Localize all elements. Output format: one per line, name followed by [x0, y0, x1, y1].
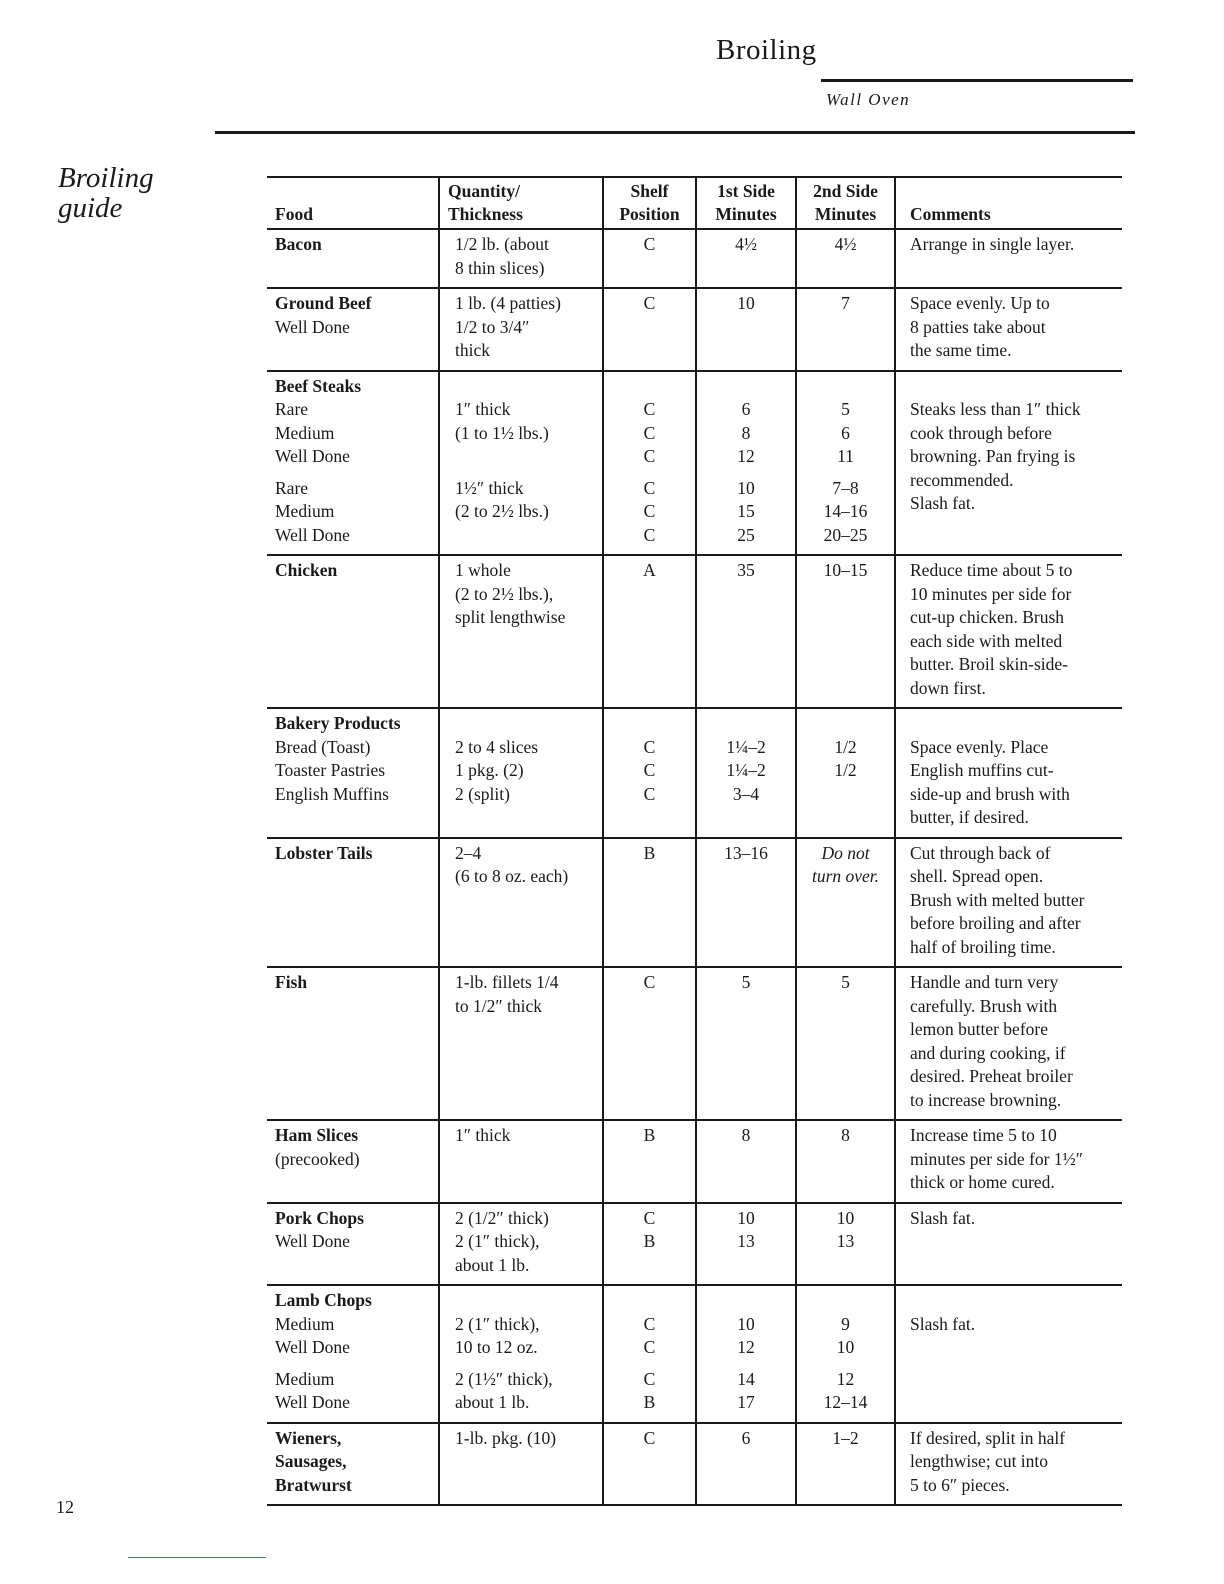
cell-quantity-line [455, 375, 600, 399]
cell-comments-line: cut-up chicken. Brush [910, 607, 1065, 627]
header-first-side-line-2: Minutes [715, 204, 777, 224]
cell-first-side-minutes-line: 12 [737, 1337, 755, 1357]
table-row [267, 708, 1122, 838]
cell-shelf-position-line: C [643, 477, 656, 498]
cell-food [267, 967, 439, 1120]
cell-shelf-position-line: B [643, 1125, 656, 1145]
row-spacer [699, 469, 793, 477]
header-shelf-line-2: Position [619, 204, 680, 224]
cell-comments-line: down first. [910, 677, 986, 698]
cell-shelf-position-line: C [643, 1427, 656, 1448]
cell-quantity [439, 838, 603, 968]
cell-first-side-minutes-line: 17 [737, 1392, 755, 1412]
cell-shelf-position-line: C [643, 1368, 656, 1389]
cell-first-side-minutes [696, 967, 796, 1120]
cell-shelf-position-line: B [643, 842, 656, 863]
cell-second-side-minutes-line: 5 [841, 399, 850, 419]
cell-comments [895, 288, 1122, 371]
cell-first-side-minutes [696, 555, 796, 708]
header-first-side-line-1: 1st Side [717, 181, 775, 201]
cell-shelf-position-line: C [643, 1337, 656, 1357]
cell-shelf-position-line: C [643, 972, 656, 992]
cell-quantity-line: 2 to 4 slices [455, 736, 539, 757]
cell-quantity-line [455, 524, 600, 548]
row-spacer [275, 469, 434, 477]
header-rule-short [821, 79, 1133, 82]
cell-food [267, 708, 439, 838]
page-subtitle: Wall Oven [826, 90, 911, 109]
cell-quantity-line: about 1 lb. [455, 1392, 530, 1412]
cell-shelf-position [603, 1120, 696, 1203]
cell-second-side-minutes-line: 5 [841, 972, 850, 992]
cell-quantity-line: 2 (1″ thick), [455, 1231, 540, 1251]
cell-first-side-minutes-line: 6 [741, 1427, 751, 1448]
cell-second-side-minutes-line: 1/2 [834, 736, 857, 757]
cell-second-side-minutes-line: 9 [841, 1313, 850, 1334]
cell-comments-line: shell. Spread open. [910, 866, 1044, 886]
food-doneness: (precooked) [275, 1148, 360, 1169]
row-spacer [455, 1360, 600, 1368]
cell-comments-line: minutes per side for 1½″ [910, 1148, 1084, 1169]
cell-shelf-position [603, 229, 696, 288]
cell-first-side-minutes-line: 35 [737, 560, 755, 580]
table-row [267, 838, 1122, 968]
cell-second-side-minutes-line: 11 [837, 446, 854, 466]
cell-second-side-minutes-line: 1/2 [834, 760, 857, 780]
cell-first-side-minutes [696, 838, 796, 968]
table-body [267, 229, 1122, 1505]
cell-shelf-position [603, 371, 696, 556]
food-doneness: Toaster Pastries [275, 760, 386, 780]
food-name: Bakery Products [275, 713, 401, 733]
food-doneness: Well Done [275, 1337, 350, 1357]
cell-comments-line [910, 375, 1120, 399]
food-doneness: Well Done [275, 316, 350, 337]
cell-shelf-position-line: C [643, 399, 656, 419]
food-doneness: Rare [275, 399, 309, 419]
cell-second-side-minutes-line: 14–16 [823, 501, 868, 521]
cell-comments-line: to increase browning. [910, 1089, 1062, 1110]
cell-comments-line: Steaks less than 1″ thick [910, 399, 1081, 419]
food-name: Beef Steaks [275, 375, 362, 396]
cell-quantity-line [455, 445, 600, 469]
cell-second-side-minutes-line: 12–14 [823, 1392, 868, 1412]
cell-second-side-minutes [796, 1203, 895, 1286]
table-row [267, 1423, 1122, 1506]
row-spacer [699, 1360, 793, 1368]
cell-food [267, 1203, 439, 1286]
cell-shelf-position-line: C [643, 501, 656, 521]
page-number: 12 [56, 1497, 74, 1517]
cell-quantity-line: 1 whole [455, 560, 511, 580]
cell-comments-line: and during cooking, if [910, 1042, 1066, 1063]
row-spacer [606, 1360, 693, 1368]
cell-first-side-minutes-line: 13–16 [724, 842, 768, 863]
cell-second-side-minutes-line: 10 [836, 1207, 855, 1228]
cell-quantity-line: 2 (split) [455, 783, 510, 804]
cell-comments [895, 1203, 1122, 1286]
cell-comments-line: the same time. [910, 340, 1012, 360]
food-doneness: Medium [275, 1368, 335, 1389]
cell-comments [895, 229, 1122, 288]
cell-first-side-minutes-line: 10 [737, 1207, 755, 1228]
cell-shelf-position-line: C [643, 524, 656, 545]
cell-first-side-minutes [696, 371, 796, 556]
cell-second-side-minutes-line: 7 [841, 293, 850, 313]
cell-comments-line: English muffins cut- [910, 760, 1054, 780]
table-row [267, 555, 1122, 708]
row-spacer [455, 469, 600, 477]
cell-first-side-minutes-line: 8 [741, 422, 751, 443]
cell-first-side-minutes [696, 229, 796, 288]
cell-second-side-minutes [796, 229, 895, 288]
cell-shelf-position [603, 555, 696, 708]
cell-shelf-position-line: B [643, 1231, 656, 1251]
cell-quantity-line: 2 (1½″ thick), [455, 1368, 553, 1389]
cell-comments-line: half of broiling time. [910, 936, 1056, 957]
cell-comments-line: Reduce time about 5 to [910, 560, 1073, 580]
cell-second-side-minutes-line: 13 [836, 1231, 855, 1251]
cell-shelf-position-line: C [643, 1207, 656, 1228]
cell-first-side-minutes-line: 10 [737, 1313, 755, 1334]
cell-shelf-position-line: C [643, 736, 656, 757]
cell-quantity-line: (6 to 8 oz. each) [455, 866, 569, 886]
cell-second-side-minutes-line: 6 [841, 422, 850, 443]
cell-first-side-minutes-line: 4½ [735, 234, 757, 254]
header-rule-long [215, 131, 1135, 134]
cell-comments-line: If desired, split in half [910, 1427, 1066, 1448]
food-name: Ham Slices [275, 1125, 359, 1145]
cell-first-side-minutes [696, 1120, 796, 1203]
cell-first-side-minutes [696, 708, 796, 838]
cell-shelf-position [603, 288, 696, 371]
cell-comments [895, 967, 1122, 1120]
cell-food [267, 288, 439, 371]
cell-comments-line: Space evenly. Place [910, 736, 1049, 757]
food-doneness: Well Done [275, 446, 350, 466]
cell-first-side-minutes-line: 1¼–2 [726, 760, 766, 780]
cell-comments-line: Slash fat. [910, 493, 976, 513]
cell-shelf-position-line [606, 375, 693, 399]
header-quantity [439, 177, 603, 229]
page-title: Broiling [716, 34, 817, 66]
cell-food [267, 1120, 439, 1203]
food-doneness: Medium [275, 501, 335, 521]
cell-comments [895, 1285, 1122, 1423]
cell-quantity-line: 1 lb. (4 patties) [455, 293, 561, 313]
cell-second-side-minutes-line: 8 [841, 1125, 850, 1145]
food-doneness: English Muffins [275, 783, 389, 804]
cell-shelf-position-line: A [643, 560, 656, 580]
header-second-side-line-2: Minutes [814, 204, 877, 224]
cell-quantity [439, 555, 603, 708]
cell-second-side-minutes [796, 1120, 895, 1203]
cell-shelf-position [603, 838, 696, 968]
cell-shelf-position-line: C [643, 293, 656, 313]
cell-comments-line: carefully. Brush with [910, 995, 1058, 1016]
cell-first-side-minutes-line [699, 1289, 793, 1313]
cell-quantity-line: 1 pkg. (2) [455, 760, 524, 780]
header-quantity-line-2: Thickness [448, 204, 523, 224]
cell-comments-line: Arrange in single layer. [910, 234, 1075, 254]
cell-second-side-minutes-line: 4½ [834, 234, 857, 254]
cell-food [267, 229, 439, 288]
cell-comments [895, 371, 1122, 556]
food-doneness: Rare [275, 477, 309, 498]
cell-quantity-line: 1/2 to 3/4″ [455, 316, 530, 337]
cell-shelf-position-line: C [643, 234, 656, 254]
cell-comments-line: 8 patties take about [910, 316, 1046, 337]
cell-second-side-minutes [796, 1423, 895, 1506]
cell-quantity-line: 1/2 lb. (about [455, 234, 549, 254]
cell-first-side-minutes [696, 1423, 796, 1506]
header-comments: Comments [895, 177, 1122, 229]
cell-quantity-line: 10 to 12 oz. [455, 1337, 538, 1357]
food-name: Chicken [275, 560, 338, 580]
cell-second-side-minutes [796, 555, 895, 708]
cell-first-side-minutes-line: 1¼–2 [726, 736, 766, 757]
cell-food [267, 1285, 439, 1423]
cell-second-side-minutes-line: 12 [836, 1368, 855, 1389]
header-quantity-line-1: Quantity/ [448, 181, 520, 201]
cell-shelf-position [603, 1203, 696, 1286]
cell-quantity-line: 1″ thick [455, 399, 511, 419]
table-row [267, 371, 1122, 556]
cell-quantity-line [455, 1289, 600, 1313]
cell-comments [895, 555, 1122, 708]
cell-second-side-minutes-line: 10–15 [823, 560, 868, 580]
cell-quantity-line: (2 to 2½ lbs.) [455, 501, 549, 521]
cell-comments-line: thick or home cured. [910, 1172, 1055, 1192]
cell-shelf-position-line: C [643, 446, 656, 466]
cell-comments-line: 5 to 6″ pieces. [910, 1474, 1010, 1495]
cell-comments [895, 708, 1122, 838]
cell-shelf-position [603, 1423, 696, 1506]
cell-quantity-line: split lengthwise [455, 607, 566, 627]
cell-quantity-line: 2 (1″ thick), [455, 1313, 540, 1334]
cell-comments-line: butter. Broil skin-side- [910, 654, 1068, 674]
cell-quantity [439, 1285, 603, 1423]
header-food: Food [267, 177, 439, 229]
cell-second-side-minutes-line [799, 712, 892, 736]
cell-second-side-minutes-line: 1–2 [832, 1427, 859, 1448]
cell-quantity-line: 1½″ thick [455, 477, 524, 498]
cell-comments-line: recommended. [910, 469, 1014, 490]
cell-comments-line: side-up and brush with [910, 783, 1070, 804]
cell-comments-line: Space evenly. Up to [910, 293, 1050, 313]
cell-quantity-line: 2–4 [455, 842, 482, 863]
food-name: Wieners, [275, 1427, 342, 1448]
cell-second-side-minutes-line: 7–8 [832, 477, 859, 498]
cell-comments [895, 1120, 1122, 1203]
cell-food [267, 838, 439, 968]
cell-first-side-minutes-line: 25 [737, 524, 755, 545]
cell-comments-line: Slash fat. [910, 1313, 976, 1334]
cell-first-side-minutes-line: 12 [737, 446, 755, 466]
cell-comments-line: lemon butter before [910, 1019, 1049, 1039]
cell-food [267, 371, 439, 556]
cell-comments [895, 838, 1122, 968]
table-row [267, 288, 1122, 371]
cell-comments-line: Cut through back of [910, 842, 1051, 863]
cell-quantity [439, 229, 603, 288]
cell-comments-line: Brush with melted butter [910, 889, 1085, 910]
cell-first-side-minutes-line: 15 [737, 501, 755, 521]
cell-first-side-minutes-line: 10 [737, 477, 755, 498]
table-row [267, 229, 1122, 288]
table-row [267, 1120, 1122, 1203]
row-spacer [606, 469, 693, 477]
section-title [58, 163, 154, 223]
cell-second-side-minutes-line [799, 783, 892, 807]
cell-quantity-line: 1-lb. pkg. (10) [455, 1427, 557, 1448]
header-second-side-line-1: 2nd Side [813, 181, 878, 201]
cell-quantity [439, 1423, 603, 1506]
broiling-guide-table [267, 176, 1122, 1506]
cell-second-side-minutes [796, 838, 895, 968]
cell-comments-line [910, 712, 1120, 736]
cell-food [267, 555, 439, 708]
cell-quantity [439, 1203, 603, 1286]
cell-first-side-minutes [696, 1285, 796, 1423]
cell-quantity-line [455, 712, 600, 736]
cell-shelf-position-line [606, 1289, 693, 1313]
table-row [267, 967, 1122, 1120]
food-name: Lamb Chops [275, 1290, 372, 1310]
cell-second-side-minutes [796, 708, 895, 838]
cell-second-side-minutes-line: 10 [836, 1337, 855, 1357]
cell-first-side-minutes-line [699, 375, 793, 399]
cell-shelf-position-line: C [643, 422, 656, 443]
cell-first-side-minutes [696, 1203, 796, 1286]
cell-second-side-minutes-line [799, 375, 892, 399]
food-name: Bacon [275, 234, 322, 254]
cell-shelf-position-line [606, 712, 693, 736]
cell-first-side-minutes-line: 14 [737, 1368, 755, 1389]
cell-second-side-minutes [796, 967, 895, 1120]
cell-comments-line: Slash fat. [910, 1207, 976, 1228]
cell-second-side-minutes [796, 371, 895, 556]
cell-comments-line: cook through before [910, 422, 1052, 443]
food-doneness: Well Done [275, 524, 350, 545]
cell-quantity [439, 708, 603, 838]
food-doneness: Medium [275, 422, 335, 443]
cell-comments-line: butter, if desired. [910, 807, 1029, 827]
section-title-line-2: guide [58, 192, 123, 224]
cell-second-side-minutes-line: 20–25 [823, 524, 868, 545]
cell-comments-line: Increase time 5 to 10 [910, 1125, 1057, 1145]
cell-shelf-position [603, 708, 696, 838]
cell-quantity [439, 967, 603, 1120]
cell-quantity-line: to 1/2″ thick [455, 995, 543, 1016]
food-name: Bratwurst [275, 1474, 352, 1495]
cell-comments-line: Handle and turn very [910, 972, 1059, 992]
cell-quantity [439, 288, 603, 371]
table-row [267, 1285, 1122, 1423]
cell-quantity-line: thick [455, 340, 490, 360]
header-shelf-line-1: Shelf [630, 181, 669, 201]
cell-quantity-line: about 1 lb. [455, 1254, 530, 1275]
food-doneness: Well Done [275, 1231, 350, 1251]
cell-shelf-position [603, 967, 696, 1120]
food-name: Lobster Tails [275, 842, 373, 863]
cell-comments [895, 1423, 1122, 1506]
cell-first-side-minutes-line: 8 [741, 1125, 751, 1145]
cell-comments-line: 10 minutes per side for [910, 583, 1072, 604]
cell-quantity-line: 2 (1/2″ thick) [455, 1207, 549, 1228]
cell-comments-line: desired. Preheat broiler [910, 1066, 1073, 1086]
cell-quantity [439, 1120, 603, 1203]
cell-quantity-line: 1-lb. fillets 1/4 [455, 972, 559, 992]
cell-comments-line: each side with melted [910, 630, 1063, 651]
cell-second-side-minutes-line: turn over. [811, 866, 880, 886]
food-name: Sausages, [275, 1451, 347, 1471]
cell-second-side-minutes-line: Do not [821, 842, 870, 863]
table-row [267, 1203, 1122, 1286]
cell-first-side-minutes-line: 3–4 [732, 783, 760, 804]
cell-second-side-minutes [796, 1285, 895, 1423]
cell-second-side-minutes-line [799, 1289, 892, 1313]
cell-first-side-minutes-line [699, 712, 793, 736]
cell-shelf-position-line: B [643, 1392, 656, 1412]
cell-quantity-line: (1 to 1½ lbs.) [455, 422, 549, 443]
cell-first-side-minutes-line: 5 [741, 972, 751, 992]
cell-shelf-position-line: C [643, 1313, 656, 1334]
cell-shelf-position [603, 1285, 696, 1423]
cell-quantity-line: 1″ thick [455, 1125, 511, 1145]
food-doneness: Medium [275, 1313, 335, 1334]
food-name: Pork Chops [275, 1207, 364, 1228]
cell-food [267, 1423, 439, 1506]
cell-first-side-minutes [696, 288, 796, 371]
table-header-row [267, 177, 1122, 229]
cell-shelf-position-line: C [643, 760, 656, 780]
food-doneness: Well Done [275, 1392, 350, 1412]
cell-quantity-line: (2 to 2½ lbs.), [455, 583, 554, 604]
header-first-side [696, 177, 796, 229]
cell-quantity [439, 371, 603, 556]
header-shelf-position [603, 177, 696, 229]
food-doneness: Bread (Toast) [275, 736, 371, 757]
section-title-line-1: Broiling [58, 162, 154, 194]
cell-first-side-minutes-line: 6 [741, 399, 751, 419]
cell-first-side-minutes-line: 10 [737, 293, 755, 313]
cell-second-side-minutes [796, 288, 895, 371]
row-spacer [799, 1360, 892, 1368]
food-name: Fish [275, 972, 308, 992]
food-name: Ground Beef [275, 293, 372, 313]
cell-comments-line: before broiling and after [910, 913, 1081, 933]
cell-shelf-position-line: C [643, 783, 656, 804]
cell-comments-line [910, 1289, 1120, 1313]
row-spacer [799, 469, 892, 477]
header-second-side [796, 177, 895, 229]
cell-comments-line: browning. Pan frying is [910, 446, 1076, 466]
cell-comments-line: lengthwise; cut into [910, 1451, 1049, 1471]
row-spacer [275, 1360, 434, 1368]
footer-link-line [128, 1557, 266, 1558]
cell-quantity-line: 8 thin slices) [455, 257, 545, 278]
cell-first-side-minutes-line: 13 [737, 1231, 755, 1251]
